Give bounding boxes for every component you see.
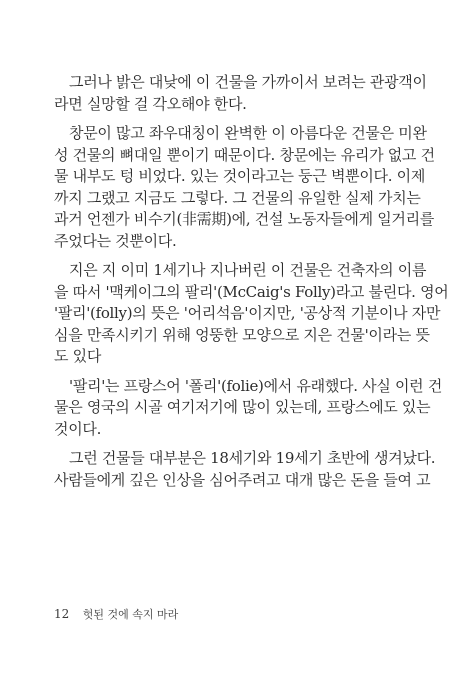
page-number: 12	[54, 607, 70, 621]
text-line: '팔리'(folly)의 뜻은 '어리석음'이지만, '공상적 기분이나 자만	[54, 304, 441, 322]
page-footer	[54, 606, 178, 622]
text-line: 그런 건물들 대부분은 18세기와 19세기 초반에 생겨났다.	[69, 449, 436, 467]
paragraph-5	[54, 448, 436, 491]
text-line: 과거 언젠가 비수기(非需期)에, 건설 노동자들에게 일거리를	[54, 210, 435, 228]
text-line: 물은 영국의 시골 여기저기에 많이 있는데, 프랑스에도 있는	[54, 398, 431, 416]
running-title: 헛된 것에 속지 마라	[82, 608, 179, 621]
text-line: 라면 실망할 걸 각오해야 한다.	[54, 94, 247, 113]
body-text	[54, 72, 449, 499]
text-line: 성 건물의 뼈대일 뿐이기 때문이다. 창문에는 유리가 없고 건	[54, 145, 435, 164]
text-line: 도 있다	[54, 347, 102, 365]
text-line: 을 따서 '맥케이그의 팔리'(McCaig's Folly)라고 불린다. 영어	[54, 282, 449, 301]
text-line: '팔리'는 프랑스어 '폴리'(folie)에서 유래했다. 사실 이런 건	[69, 376, 443, 395]
text-line: 사람들에게 깊은 인상을 심어주려고 대개 많은 돈을 들여 고	[54, 470, 431, 489]
paragraph-2	[54, 123, 435, 252]
text-line: 주었다는 것뿐이다.	[54, 231, 177, 250]
paragraph-3	[54, 260, 449, 368]
paragraph-4	[54, 376, 443, 441]
text-line: 심을 만족시키기 위해 엉뚱한 모양으로 지은 건물'이라는 뜻	[54, 325, 430, 344]
text-line: 물 내부도 텅 비었다. 있는 것이라고는 둥근 벽뿐이다. 이제	[54, 167, 426, 185]
text-line: 창문이 많고 좌우대칭이 완벽한 이 아름다운 건물은 미완	[69, 124, 427, 142]
text-line: 것이다.	[54, 419, 102, 438]
paragraph-1	[54, 72, 427, 115]
text-line: 지은 지 이미 1세기나 지나버린 이 건물은 건축자의 이름	[69, 261, 427, 279]
text-line: 까지 그랬고 지금도 그렇다. 그 건물의 유일한 실제 가치는	[54, 188, 421, 207]
text-line: 그러나 밝은 대낮에 이 건물을 가까이서 보려는 관광객이	[69, 73, 427, 91]
